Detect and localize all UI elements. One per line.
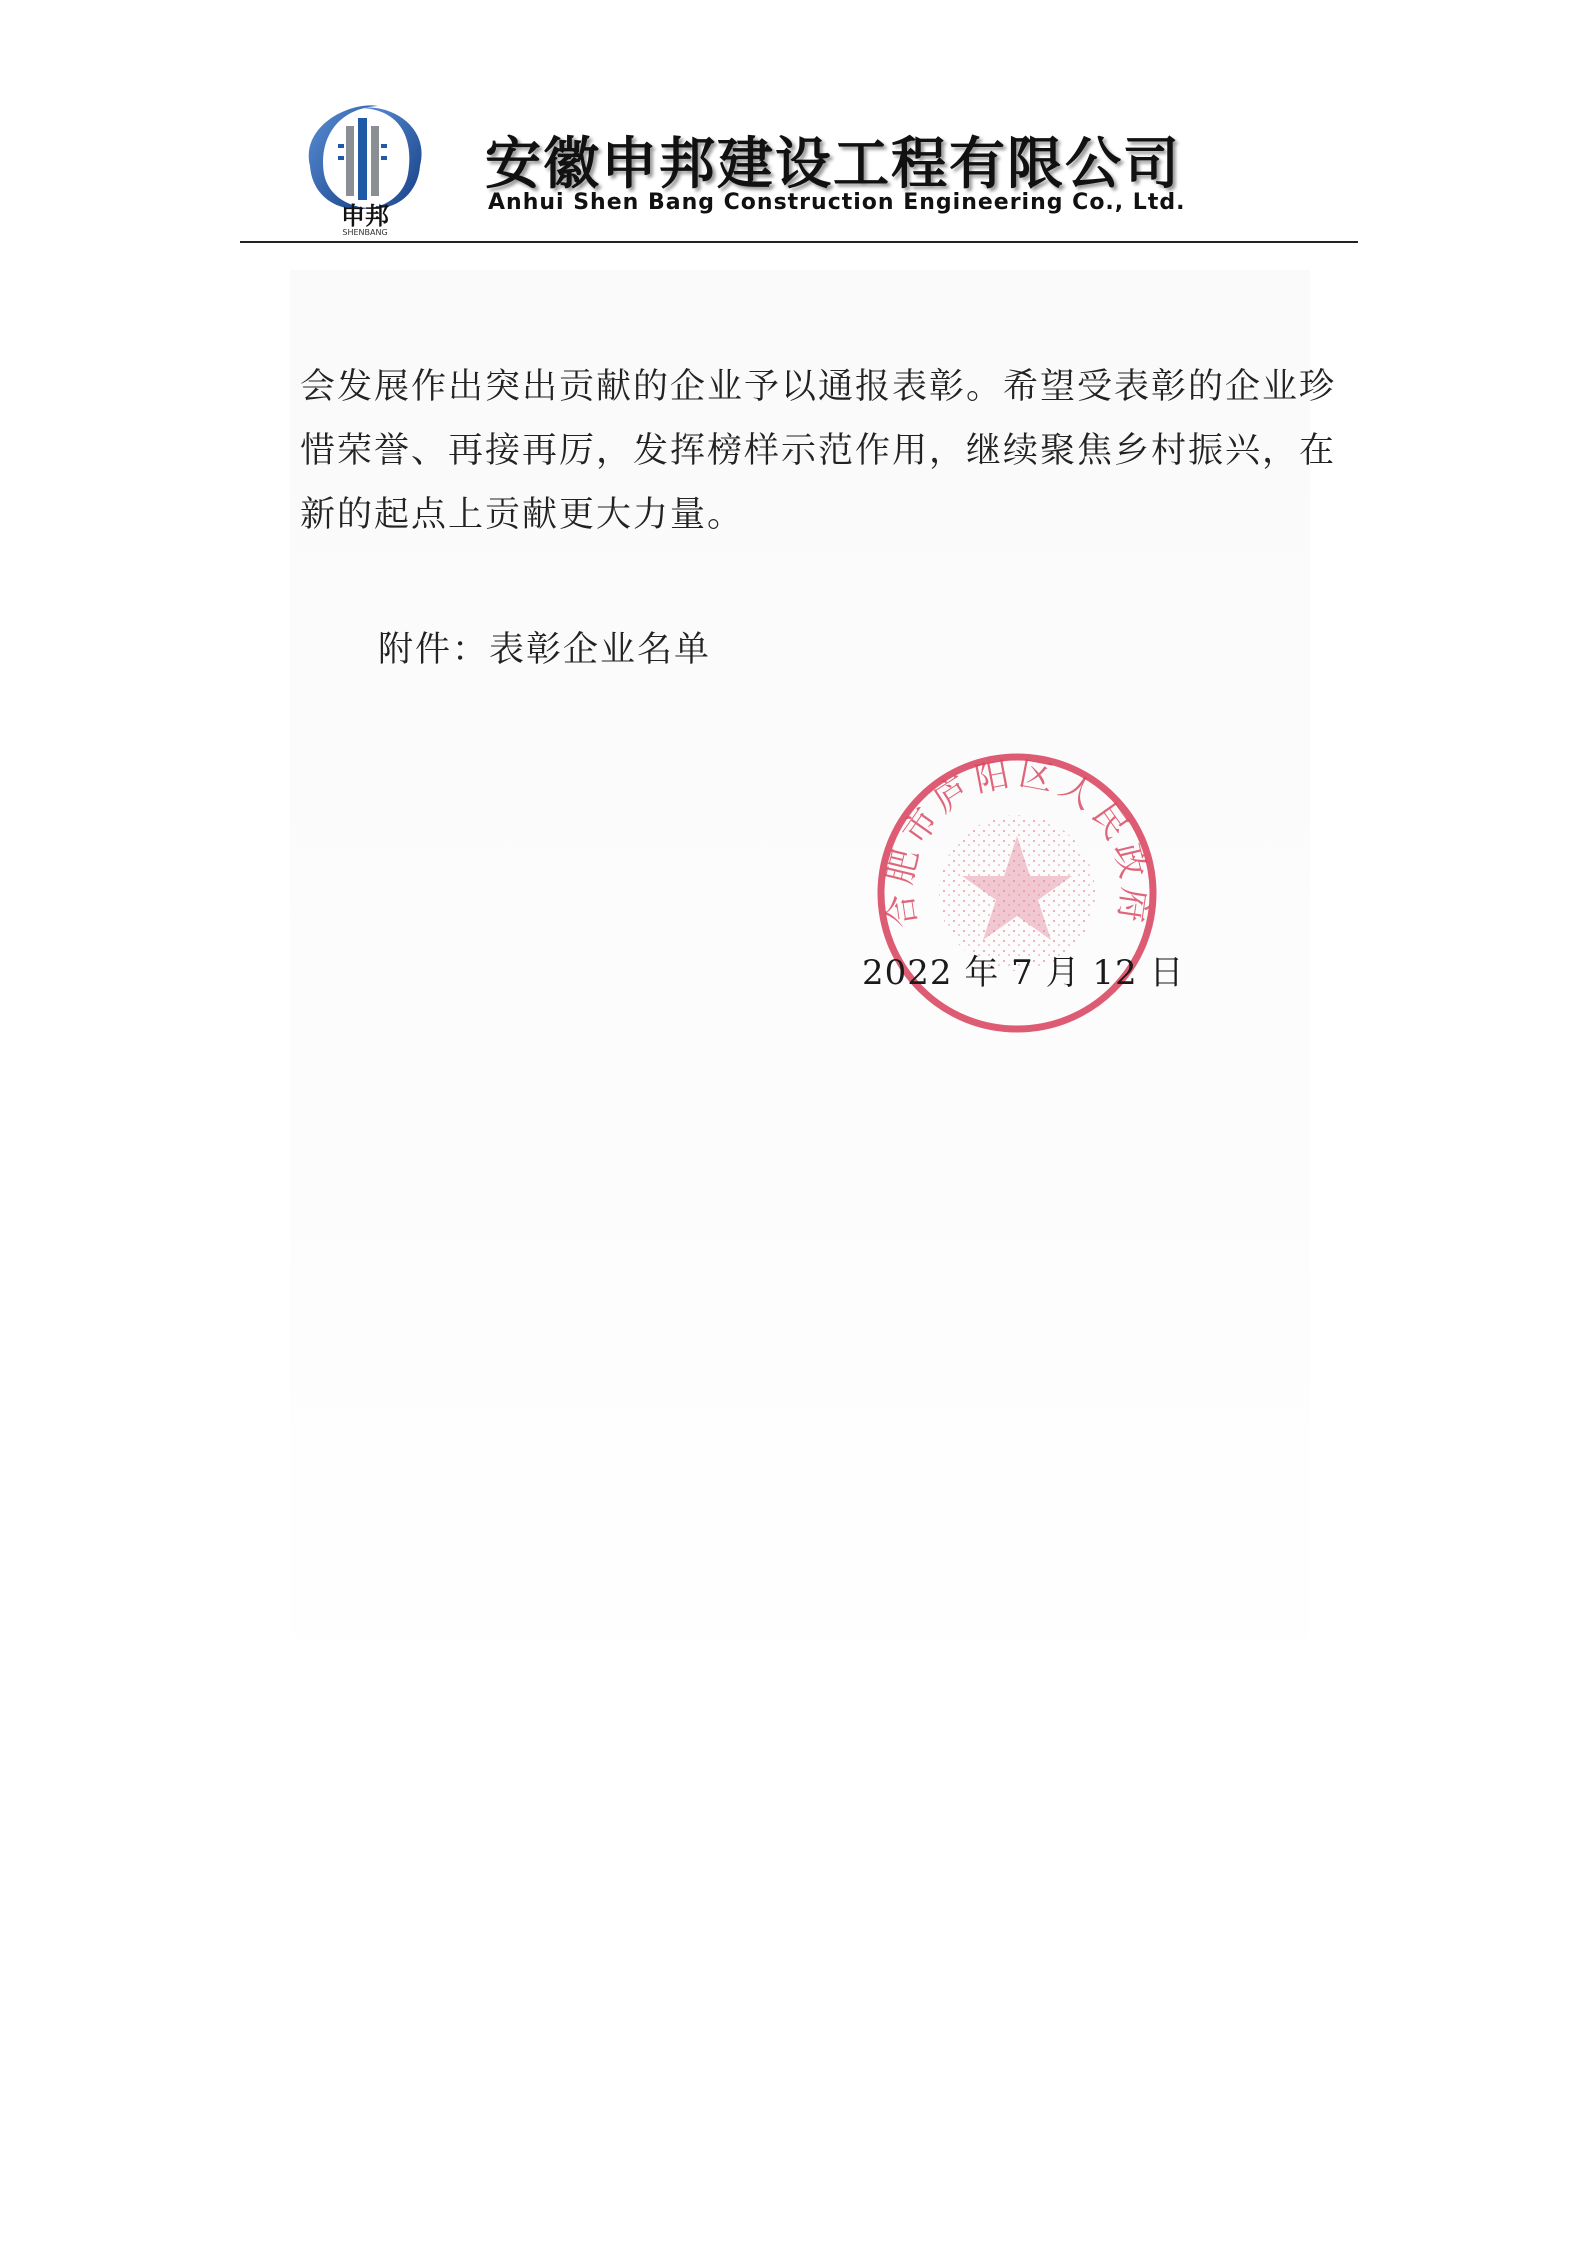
company-logo	[280, 96, 450, 236]
logo-cn-text: 申邦	[341, 202, 389, 230]
letterhead	[240, 90, 1360, 240]
body-line: 会发展作出突出贡献的企业予以通报表彰。希望受表彰的企业珍	[300, 367, 1337, 407]
shenbang-logo-icon	[280, 96, 450, 236]
body-line: 惜荣誉、再接再厉，发挥榜样示范作用，继续聚焦乡村振兴，在	[300, 431, 1337, 471]
header-divider	[240, 241, 1358, 243]
body-paragraph	[300, 355, 1337, 547]
logo-en-text: SHENBANG	[342, 228, 388, 236]
document-date: 2022 年 7 月 12 日	[862, 953, 1185, 993]
body-line: 新的起点上贡献更大力量。	[300, 495, 745, 535]
company-name-cn: 安徽申邦建设工程有限公司	[485, 132, 1181, 197]
company-name-en: Anhui Shen Bang Construction Engineering Co., Ltd.	[488, 190, 1186, 215]
attachment-line: 附件：表彰企业名单	[378, 630, 712, 670]
red-seal-icon	[872, 748, 1162, 1038]
official-seal	[872, 748, 1162, 1038]
seal-text: 合肥市庐阳区人民政府	[879, 753, 1155, 931]
